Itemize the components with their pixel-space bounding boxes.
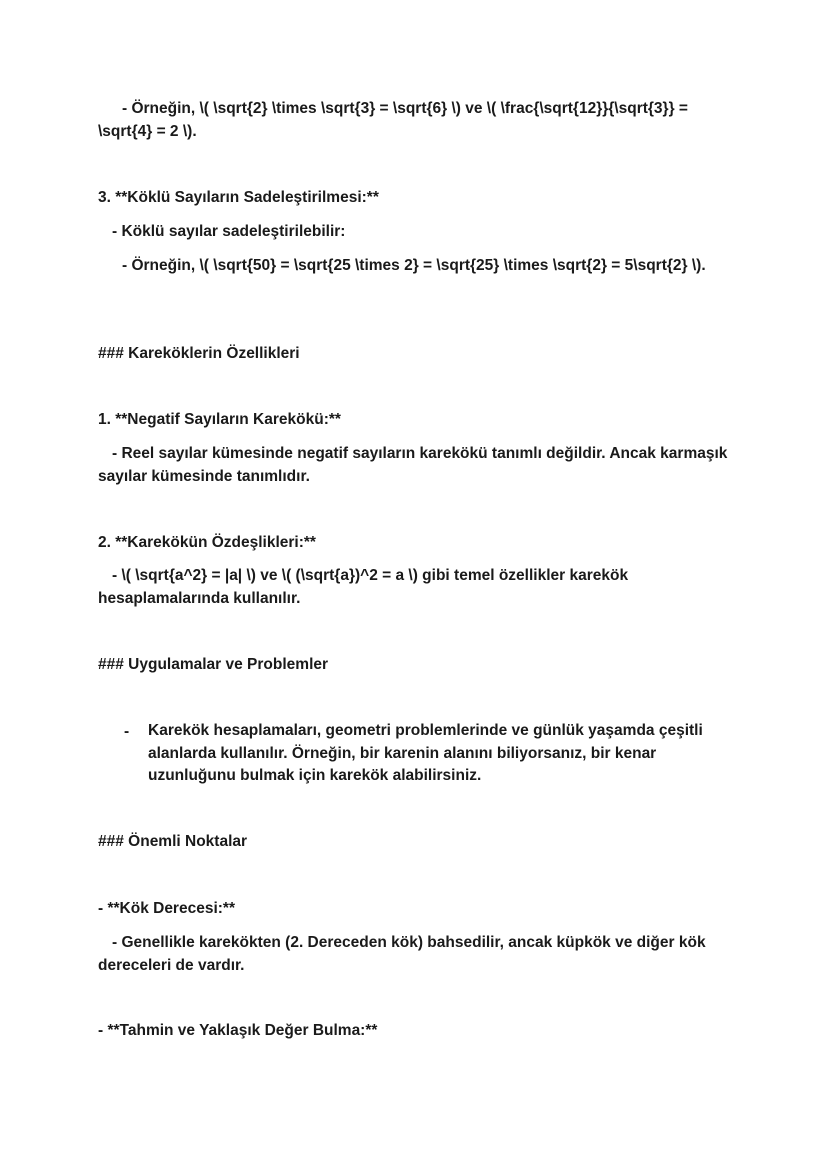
heading-estimation: - **Tahmin ve Yaklaşık Değer Bulma:** [98, 1022, 378, 1039]
section-heading-properties: ### Kareköklerin Özellikleri [98, 345, 300, 362]
example-simplification: - Örneğin, \( \sqrt{50} = \sqrt{25 \times 2} = \sqrt{25} \times \sqrt{2} = 5\sqrt{2} \). [122, 257, 706, 274]
simplification-intro: - Köklü sayılar sadeleştirilebilir: [112, 223, 346, 240]
root-degree-text: - Genellikle karekökten (2. Dereceden kök) bahsedilir, ancak küpkök ve diğer kök dereceleri de vardır. [98, 934, 710, 974]
applications-text: Karekök hesaplamaları, geometri problemlerinde ve günlük yaşamda çeşitli alanlarda kullanılır. Örneğin, bir karenin alanını biliyorsanız, bir kenar uzunluğunu bulmak için karekök alabilirsiniz. [148, 722, 703, 784]
identities-text: - \( \sqrt{a^2} = |a| \) ve \( (\sqrt{a})^2 = a \) gibi temel özellikler karekök hesaplamalarında kullanılır. [98, 567, 633, 607]
heading-negative-roots: 1. **Negatif Sayıların Karekökü:** [98, 411, 341, 428]
heading-identities: 2. **Karekökün Özdeşlikleri:** [98, 534, 316, 551]
negative-roots-text: - Reel sayılar kümesinde negatif sayıların karekökü tanımlı değildir. Ancak karmaşık sayılar kümesinde tanımlıdır. [98, 445, 732, 485]
section-heading-applications: ### Uygulamalar ve Problemler [98, 656, 329, 673]
bullet-dash: - [124, 723, 130, 740]
heading-root-degree: - **Kök Derecesi:** [98, 900, 235, 917]
example-multiplication-division: - Örneğin, \( \sqrt{2} \times \sqrt{3} = \sqrt{6} \) ve \( \frac{\sqrt{12}}{\sqrt{3}} = \sqrt{4} = 2 \). [98, 100, 693, 140]
heading-simplification: 3. **Köklü Sayıların Sadeleştirilmesi:** [98, 189, 379, 206]
section-heading-notes: ### Önemli Noktalar [98, 833, 248, 850]
